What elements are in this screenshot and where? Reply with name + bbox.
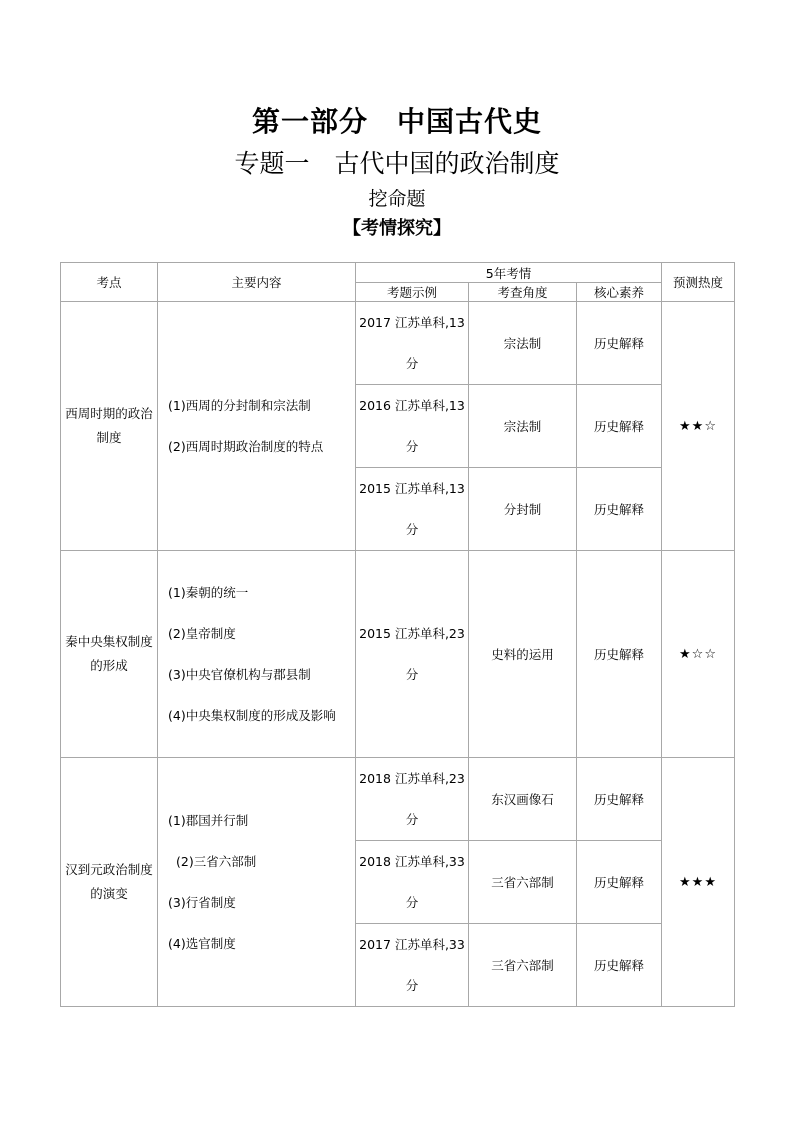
topic-title: 专题一 古代中国的政治制度 — [234, 149, 560, 178]
header-content: 主要内容 — [158, 263, 356, 302]
kaodian-cell: 汉到元政治制度的演变 — [61, 758, 158, 1007]
content-item: (4)中央集权制度的形成及影响 — [168, 708, 336, 723]
sub-title: 挖命题 — [368, 188, 426, 210]
header-five-year: 5年考情 — [356, 263, 662, 283]
part-title: 第一部分 中国古代史 — [251, 105, 542, 138]
content-item: (1)郡国并行制 — [168, 813, 249, 828]
header-literacy: 核心素养 — [577, 283, 662, 302]
heat-stars: ★★★ — [662, 758, 735, 1007]
example-cell: 2016 江苏单科,13 分 — [356, 385, 469, 468]
angle-cell: 分封制 — [469, 468, 577, 551]
exam-analysis-table — [60, 262, 735, 1007]
table-row — [61, 551, 735, 758]
kaodian-cell: 西周时期的政治制度 — [61, 302, 158, 551]
content-item: (3)行省制度 — [168, 895, 236, 910]
literacy-cell: 历史解释 — [577, 551, 662, 758]
literacy-cell: 历史解释 — [577, 302, 662, 385]
header-heat: 预测热度 — [662, 263, 735, 302]
example-cell: 2018 江苏单科,33 分 — [356, 841, 469, 924]
heat-stars: ★☆☆ — [662, 551, 735, 758]
angle-cell: 史料的运用 — [469, 551, 577, 758]
example-cell: 2017 江苏单科,33 分 — [356, 924, 469, 1007]
angle-cell: 宗法制 — [469, 302, 577, 385]
header-angle: 考查角度 — [469, 283, 577, 302]
table-row — [61, 302, 735, 385]
literacy-cell: 历史解释 — [577, 924, 662, 1007]
content-item: (3)中央官僚机构与郡县制 — [168, 667, 311, 682]
angle-cell: 东汉画像石 — [469, 758, 577, 841]
angle-cell: 三省六部制 — [469, 924, 577, 1007]
angle-cell: 宗法制 — [469, 385, 577, 468]
content-cell — [158, 551, 356, 758]
table-row — [61, 758, 735, 841]
content-item: (1)西周的分封制和宗法制 — [168, 398, 311, 413]
section-title: 【考情探究】 — [343, 218, 451, 239]
content-cell — [158, 302, 356, 551]
content-item: (2)皇帝制度 — [168, 626, 236, 641]
example-cell: 2015 江苏单科,13 分 — [356, 468, 469, 551]
literacy-cell: 历史解释 — [577, 758, 662, 841]
literacy-cell: 历史解释 — [577, 841, 662, 924]
kaodian-cell: 秦中央集权制度的形成 — [61, 551, 158, 758]
angle-cell: 三省六部制 — [469, 841, 577, 924]
content-item: (2)三省六部制 — [176, 854, 257, 869]
example-cell: 2017 江苏单科,13 分 — [356, 302, 469, 385]
heat-stars: ★★☆ — [662, 302, 735, 551]
content-item: (1)秦朝的统一 — [168, 585, 249, 600]
content-cell — [158, 758, 356, 1007]
content-item: (2)西周时期政治制度的特点 — [168, 439, 324, 454]
header-example: 考题示例 — [356, 283, 469, 302]
literacy-cell: 历史解释 — [577, 385, 662, 468]
header-kaodian: 考点 — [61, 263, 158, 302]
content-item: (4)选官制度 — [168, 936, 236, 951]
example-cell: 2018 江苏单科,23 分 — [356, 758, 469, 841]
literacy-cell: 历史解释 — [577, 468, 662, 551]
example-cell: 2015 江苏单科,23 分 — [356, 551, 469, 758]
